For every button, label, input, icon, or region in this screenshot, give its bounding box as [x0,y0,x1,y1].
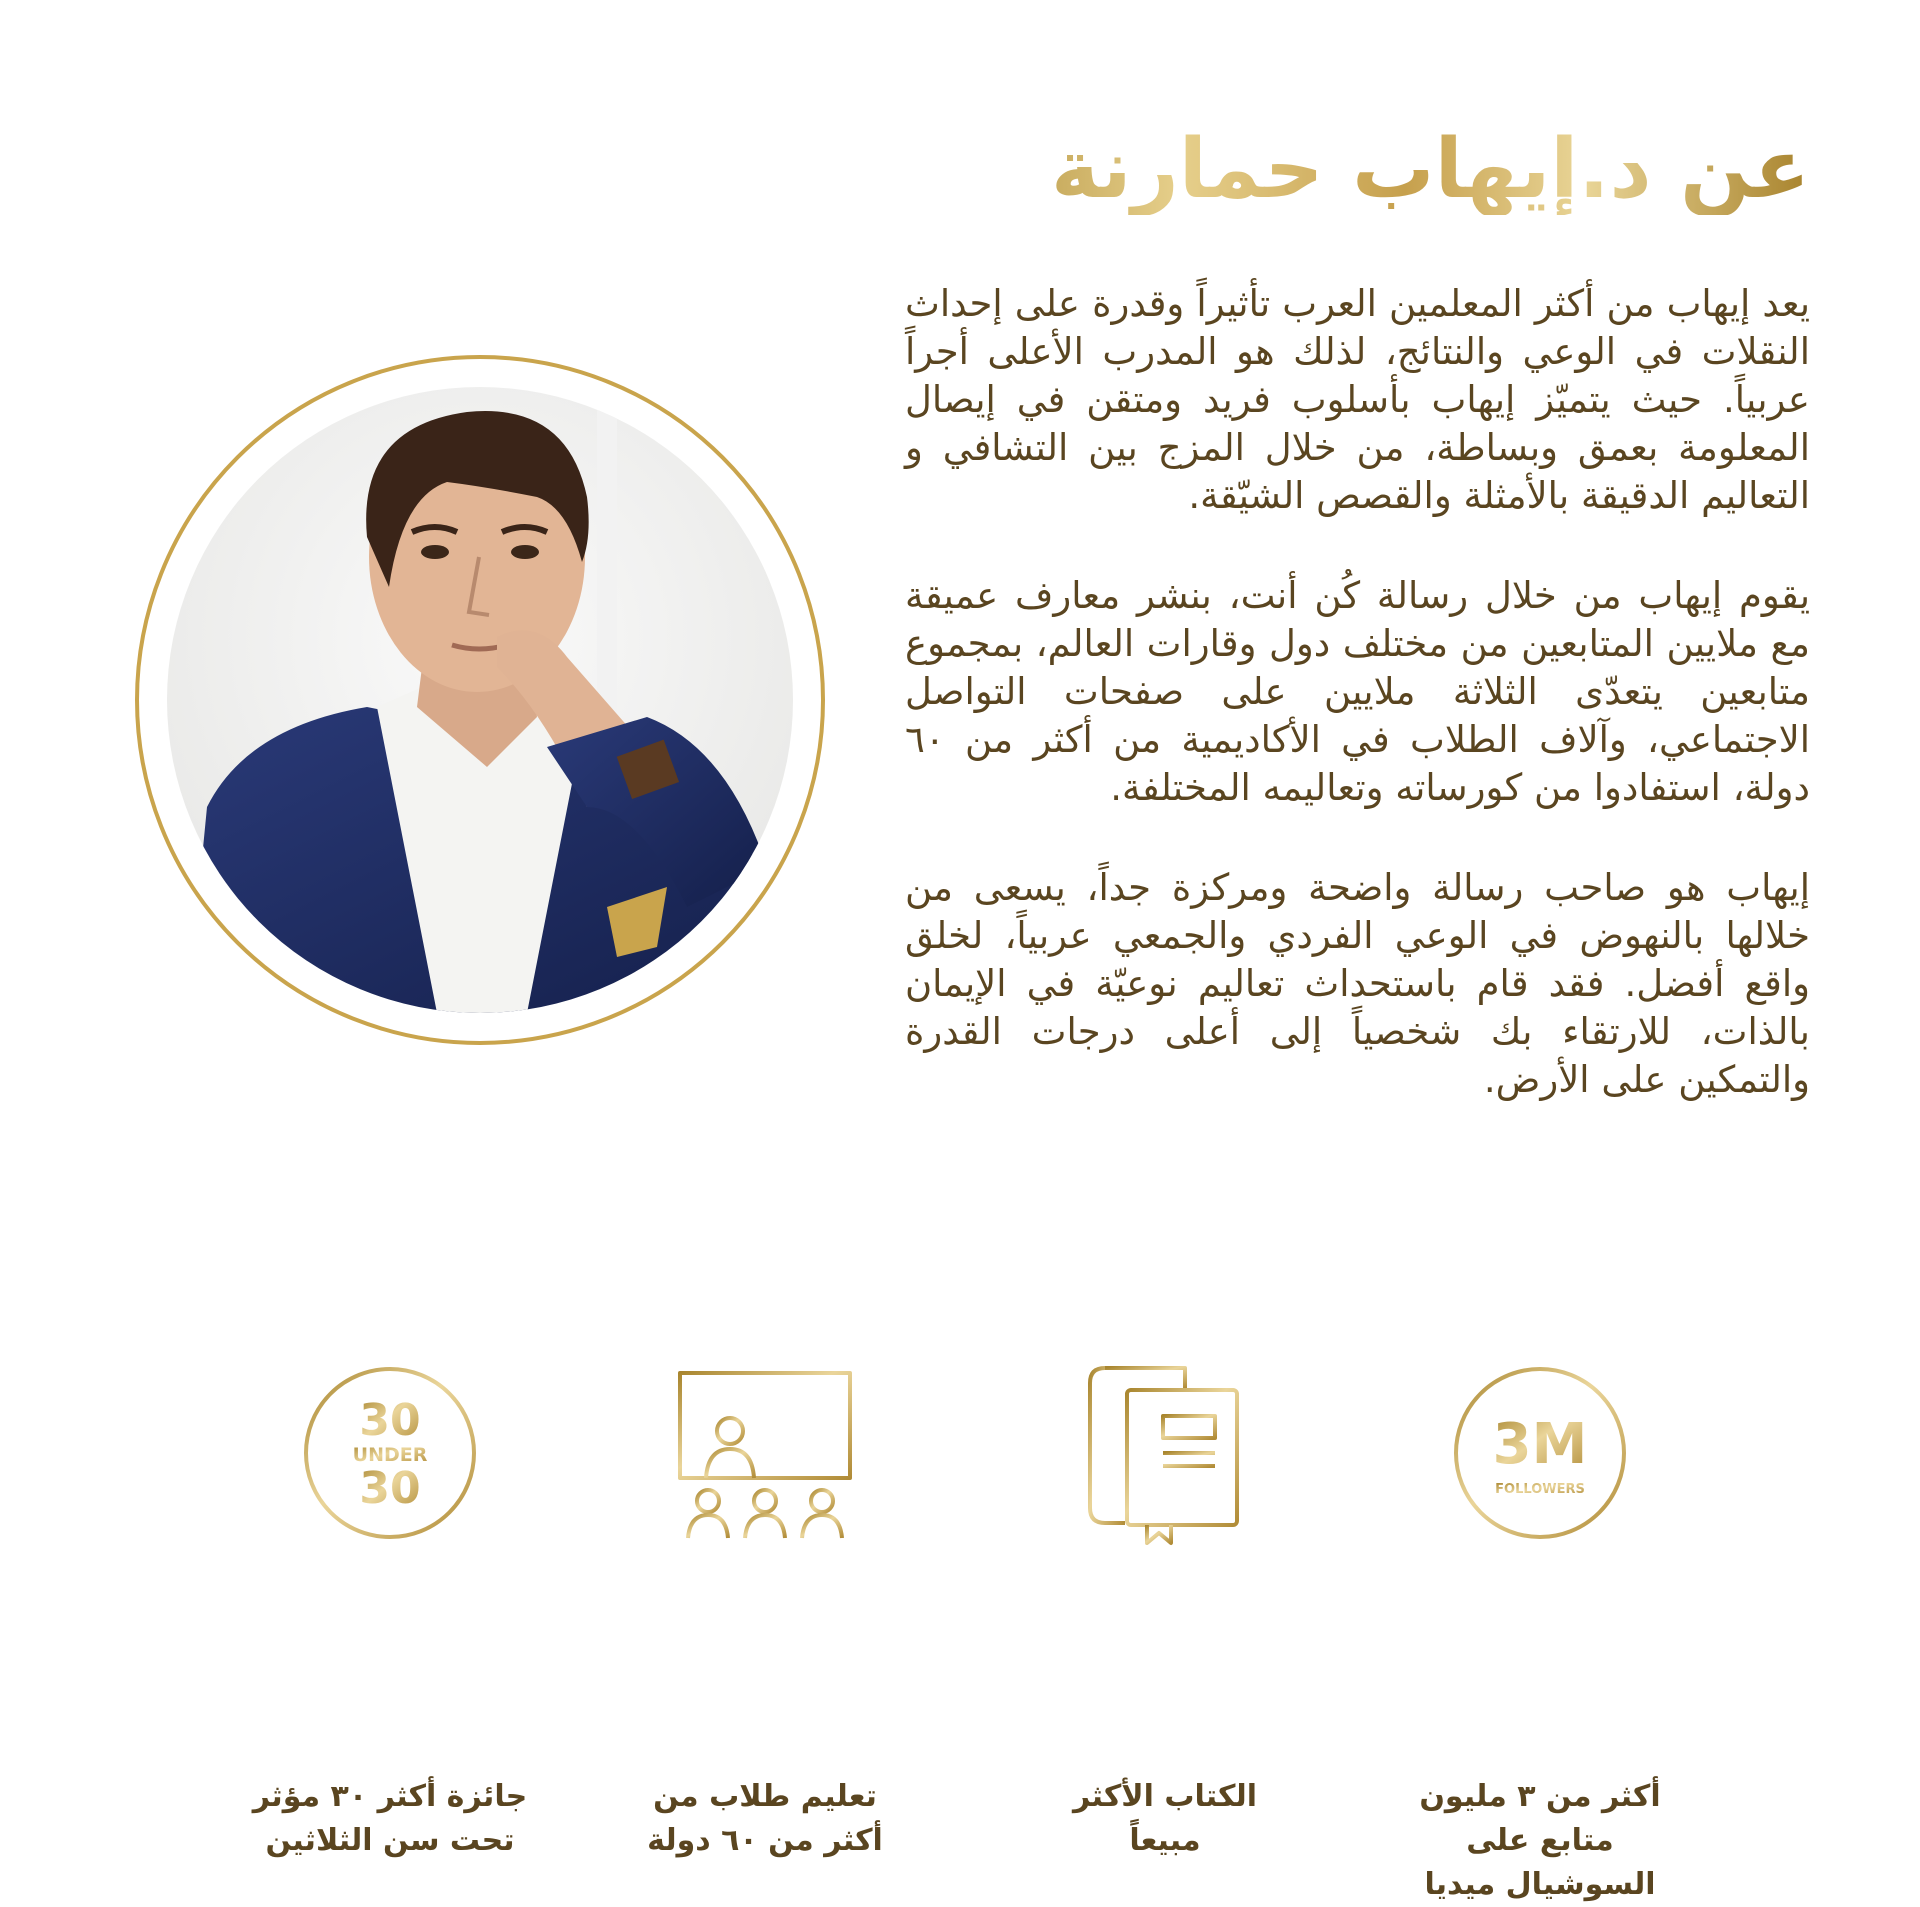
stat-label: تعليم طلاب من أكثر من ٦٠ دولة [647,1779,883,1858]
stat-label: الكتاب الأكثر مبيعاً [1072,1779,1258,1858]
badge-sub-text: FOLLOWERS [1495,1481,1585,1497]
bio-text [905,280,1810,1156]
bio-paragraph-3: إيهاب هو صاحب رسالة واضحة ومركزة جداً، يسعى من خلالها بالنهوض في الوعي الفردي والجمعي عربياً، لخلق واقع أفضل. فقد قام باستحداث تعاليم نوعيّة في الإيمان بالذات، للارتقاء بك شخصياً إلى أعلى درجات القدرة والتمكين على الأرض. [905,866,1810,1101]
books-icon [1085,1358,1245,1548]
followers-badge-icon [1450,1363,1630,1543]
award-badge-icon [300,1363,480,1543]
bio-paragraph-2: يقوم إيهاب من خلال رسالة كُن أنت، بنشر معارف عميقة مع ملايين المتابعين من مختلف دول وقارات العالم، بمجموع متابعين يتعدّى الثلاثة ملايين على صفحات التواصل الاجتماعي، وآلاف الطلاب في الأكاديمية من أكثر من ٦٠ دولة، استفادوا من كورساته وتعاليمه المختلفة. [905,574,1810,809]
stat-label: أكثر من ٣ مليون متابع على السوشيال ميديا [1419,1779,1661,1902]
badge-top-text: 30 [359,1394,421,1446]
classroom-icon [670,1363,860,1543]
stat-label: جائزة أكثر ٣٠ مؤثر تحت سن الثلاثين [252,1779,528,1858]
stat-students [625,1355,905,1863]
badge-bottom-text: 30 [359,1462,421,1514]
badge-mid-text: UNDER [352,1443,428,1466]
portrait-photo [167,387,793,1013]
stat-bestseller [1025,1355,1305,1863]
badge-main-text: 3M [1492,1411,1588,1477]
stat-award [250,1355,530,1863]
bio-paragraph-1: يعد إيهاب من أكثر المعلمين العرب تأثيراً وقدرة على إحداث النقلات في الوعي والنتائج، لذلك هو المدرب الأعلى أجراً عربياً. حيث يتميّز إيهاب بأسلوب فريد ومتقن في إيصال المعلومة بعمق وبساطة، من خلال المزج بين التشافي و التعاليم الدقيقة بالأمثلة والقصص الشيّقة. [905,282,1810,517]
page-title: عن د.إيهاب حمارنة [910,125,1810,215]
stat-followers [1400,1355,1680,1907]
